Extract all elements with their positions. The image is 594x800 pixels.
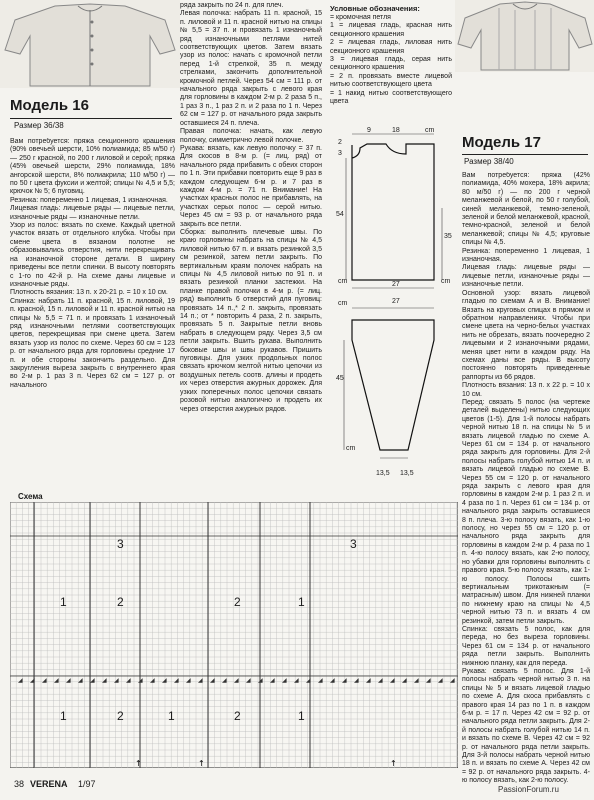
chart-arrow: ↑ xyxy=(390,759,397,768)
model16-size: Размер 36/38 xyxy=(14,121,64,130)
pattern-body-label: 9 xyxy=(367,127,371,134)
model17-title: Модель 17 xyxy=(462,134,541,151)
chart-arrow: ↑ xyxy=(198,759,205,768)
model16-title-rule xyxy=(10,118,172,119)
chart-eyelet-mark: ◢ xyxy=(126,677,131,684)
legend-item: 3 = лицевая гладь, серая нить секционного крашения xyxy=(330,56,452,72)
chart-number: 1 xyxy=(60,709,67,723)
chart-eyelet-mark: ◢ xyxy=(414,677,419,684)
chart-eyelet-mark: ◢ xyxy=(282,677,287,684)
chart-eyelet-mark: ◢ xyxy=(378,677,383,684)
chart-eyelet-mark: ◢ xyxy=(438,677,443,684)
legend-title: Условные обозначения: xyxy=(330,4,420,13)
pattern-sleeve-label: 27 xyxy=(392,298,400,305)
legend xyxy=(322,14,452,106)
model16-title: Модель 16 xyxy=(10,97,89,114)
pattern-body-label: cm xyxy=(425,127,435,134)
chart-eyelet-mark: ◢ xyxy=(366,677,371,684)
chart-eyelet-mark: ◢ xyxy=(66,677,71,684)
chart-eyelet-mark: ◢ xyxy=(78,677,83,684)
chart-eyelet-mark: ◢ xyxy=(258,677,263,684)
legend-item: = кромочная петля xyxy=(330,14,391,21)
pattern-body-label: 35 xyxy=(444,233,452,240)
issue: 1/97 xyxy=(78,779,96,789)
chart-eyelet-mark: ◢ xyxy=(342,677,347,684)
page-number: 38 xyxy=(14,779,25,789)
chart-eyelet-mark: ◢ xyxy=(186,677,191,684)
model16-text-col1: Вам потребуется: пряжа секционного крашения (90% овечьей шерсти, 10% полиамида; 85 м/50 г) — 250 г красной, по 200 г лиловой и серой; пряжа (45% овечьей шерсти, 29% полиамида, 18% ангорской шерсти, 8% полиакрила; 110 м/50 г) — по 50 г цвета фуксии и желтой; спицы № 4,5 и 5,5; крючок № 5; 6 пуговиц. Резинка: попеременно 1 лицевая, 1 изнаночная. Лицевая гладь: лицевые ряды — лицевые петли, изнаночные ряды — изнаночные петли. Узор из полос: вязать по схеме. Каждый цветной участок вязать от отдельного клубка. Чтобы при смене цвета в вязаном полотне не образовывались отверстия, нити перекрещивать на изнаночной стороне детали. В ширину приведены все петли спинки. В высоту повторять с 1-го по 42-й р. На схеме даны лицевые и изнаночные ряды. Плотность вязания: 13 п. x 20-21 р. = 10 х 10 см. Спинка: набрать 11 п. красной, 15 п. лиловой, 19 п. красной, 15 п. лиловой и 11 п. красной нитью на спицы № 5,5 = 71 п. и провязать 1 изнаночный ряд изнаночными петлями соответствующих цветов, перекрещивая при смене цвета. Затем вязать узор из полос по схеме. Через 60 см = 123 р. от начального ряда для горловины средние 17 п. и обе стороны закончить раздельно. Для закругления выреза закрыть с внутреннего края во 2-м р. 1 раз 3 п. Через 62 см = 127 р. от начального xyxy=(10,138,175,389)
chart-eyelet-mark: ◢ xyxy=(102,677,107,684)
chart-eyelet-mark: ◢ xyxy=(294,677,299,684)
chart-number: 3 xyxy=(350,537,357,551)
chart-eyelet-mark: ◢ xyxy=(174,677,179,684)
chart-eyelet-mark: ◢ xyxy=(354,677,359,684)
chart-eyelet-mark: ◢ xyxy=(222,677,227,684)
chart-title: Схема xyxy=(18,492,43,501)
model17-title-rule xyxy=(462,154,588,155)
chart-eyelet-mark: ◢ xyxy=(54,677,59,684)
pattern-sleeve xyxy=(322,300,452,480)
chart-eyelet-mark: ◢ xyxy=(114,677,119,684)
pattern-sleeve-label: 45 xyxy=(336,375,344,382)
chart-eyelet-mark: ◢ xyxy=(18,677,23,684)
chart-eyelet-mark: ◢ xyxy=(390,677,395,684)
chart-eyelet-mark: ◢ xyxy=(198,677,203,684)
chart-number: 1 xyxy=(168,709,175,723)
pattern-body-label: cm xyxy=(338,278,348,285)
chart-eyelet-mark: ◢ xyxy=(234,677,239,684)
chart-eyelet-mark: ◢ xyxy=(402,677,407,684)
model16-text-col2: ряда закрыть по 24 п. для плеч. Левая полочка: набрать 11 п. красной, 15 п. лиловой и 11 п. красной нитью на спицы № 5,5 = 37 п. и провязать 1 изнаночный ряд изнаночными петлями нитей соответствующих цветов. Затем вязать узор из полос: начать с кромочной петли перед 1-й стрелкой, 35 п. между стрелками, закончить дополнительной кромочной петлей. Через 54 см = 111 р. от начального ряда закрыть с левого края для горловины в каждом 2-м р. 2 раза 5 п., 1 раз 3 п., 1 раз 2 п. и 2 раза по 1 п. Через 62 см = 127 р. от начального ряда закрыть оставшиеся 24 п. плеча. Правая полочка: начать, как левую полочку, симметрично левой полочке. Рукава: вязать, как левую полочку = 37 п. Для скосов в 8-м р. (= лиц. ряд) от начального ряда прибавить с обеих сторон по 1 п. Эти прибавки повторить еще 9 раз в каждом следующем 6-м р. и 7 раз в каждом 4-м р. = 71 п. Внимание! На участках красных полос не прибавлять, на участках серых полос — серой нитью. Через 45 см = 93 р. от начального ряда закрыть все петли. Сборка: выполнить плечевые швы. По краю горловины набрать на спицы № 4,5 лиловой нитью 67 п. и вязать резинкой 3,5 см резинкой, затем петли закрыть. По вертикальным краям полочек набрать на спицы № 4,5 лиловой нитью по 91 п. и вязать резинкой планки застежки. На планке правой полочки в 4-м р. (= лиц. ряд) выполнить 6 отверстий для пуговиц: провязать 14 п.,* 2 п. закрыть, провязать 14 п.; от * повторить 4 раза, 2 п. закрыть, провязать 5 п. Закрытые петли вновь набрать в следующем ряду. Через 3,5 см петли закрыть. Вшить рукава. Выполнить боковые швы и швы рукавов. Пришить пуговицы. Для узких продольных полос связать крючком желтой нитью цепочки из воздушных петель соотв. длины и продеть их через отверстия ажурных дорожек. Для узких поперечных полос цепочки связать розовой нитью аналогично и продеть их через отверстия ажурных рядов. xyxy=(180,2,322,413)
chart-number: 2 xyxy=(234,595,241,609)
chart-eyelet-mark: ◢ xyxy=(150,677,155,684)
chart-number: 1 xyxy=(298,709,305,723)
chart-arrow: ↑ xyxy=(135,759,142,768)
chart-number: 1 xyxy=(298,595,305,609)
model16-photo xyxy=(0,0,180,88)
chart-eyelet-mark: ◢ xyxy=(90,677,95,684)
chart-eyelet-mark: ◢ xyxy=(306,677,311,684)
chart-eyelet-mark: ◢ xyxy=(330,677,335,684)
pattern-sleeve-label: cm xyxy=(346,445,356,452)
chart-eyelet-mark: ◢ xyxy=(42,677,47,684)
pattern-sleeve-label: 13,5 xyxy=(376,470,390,477)
knitting-chart xyxy=(10,502,458,768)
model17-photo xyxy=(455,0,594,72)
model17-text: Вам потребуется: пряжа (42% полиамида, 40% мохера, 18% акрила; 80 м/50 г) — по 200 г черной меланжевой и белой, по 50 г голубой, синей меланжевой, темно-зеленой, зеленой и белой меланжевой, красной, темно-красной, зеленой и белой меланжевой; спицы № 4,5; круговые спицы № 4,5. Резинка: попеременно 1 лицевая, 1 изнаночная. Лицевая гладь: лицевые ряды — лицевые петли, изнаночные ряды — изнаночные петли. Основной узор: вязать лицевой гладью по схемам А и В. Внимание! Вязать на круговых спицах в прямом и обратном направлениях. Чтобы при смене цвета на черно-белых участках нить не обрезать, вязать поочередно 2 лицевыми и 2 изнаночными рядами, меняя цвет нити в каждом ряду. На схемах даны все ряды. В высоту постоянно повторять приведенные раппорты из 66 рядов. Плотность вязания: 13 п. x 22 р. = 10 х 10 см. Перед: связать 5 полос (на чертеже деталей выделены) нитью следующих цветов (1-5). Для 1-й полосы набрать черной нитью 18 п. на спицы № 5 и вязать лицевой гладью по схеме А. Через 61 см = 134 р. от начального ряда закрыть для горловины. Для 2-й полосы набрать голубой нитью 14 п. и вязать лицевой гладью по схеме В. Через 55 см = 120 р. от начального ряда закрыть с левого края для горловины в каждом 2-м р. 1 раз 2 п. и 4 раза по 1 п. Через 61 см = 134 р. от начального ряда закрыть оставшиеся 8 п. плеча. 3-ю полосу вязать, как 1-ю полосу, но через 55 см = 120 р. от начального ряда закрыть для горловины в каждом 2-м р. 4 раза по 1 п. 4-ю полосу вязать, как 2-ю полосу, но убавки для горловины выполнить с правого края. 5-ю полосу вязать, как 1-ю полосу. Полосы сшить вертикальным трикотажным (= матрасным) швом. Для нижней планки по нижнему краю на спицы № 4,5 черной нитью 73 п. и вязать 4 см резинкой, затем петли закрыть. Спинка: связать 5 полос, как для переда, но без выреза горловины. Через 61 см = 134 р. от начального ряда петли закрыть. Выполнить нижнюю планку, как для переда. Рукава: связать 5 полос. Для 1-й полосы набрать черной нитью 3 п. на спицы № 5 и вязать лицевой гладью по схеме А. Для скоса прибавлять с правого края 14 раз по 1 п. в каждом 6-м р. = 17 п. Через 42 см = 92 р. от начального ряда петли закрыть. Для 2-й полосы набрать голубой нитью 14 п. и вязать по схеме В. Через 42 см = 92 р. от начального ряда петли закрыть. Для 3-й полосы набрать черной нитью 18 п. и вязать по схеме А. Через 42 см = 92 р. от начального ряда закрыть. 4-ю полосу вязать, как 2-ю полосу. xyxy=(462,172,590,785)
chart-eyelet-mark: ◢ xyxy=(426,677,431,684)
pattern-body-label: 18 xyxy=(392,127,400,134)
chart-eyelet-mark: ◢ xyxy=(246,677,251,684)
chart-number: 1 xyxy=(60,595,67,609)
pattern-sleeve-label: cm xyxy=(338,300,348,307)
chart-eyelet-mark: ◢ xyxy=(450,677,455,684)
legend-item: = 2 п. провязать вместе лицевой нитью соответствующего цвета xyxy=(330,72,452,89)
pattern-sleeve-label: 13,5 xyxy=(400,470,414,477)
chart-eyelet-mark: ◢ xyxy=(30,677,35,684)
chart-number: 3 xyxy=(117,537,124,551)
model17-size: Размер 38/40 xyxy=(464,157,514,166)
legend-item: 1 = лицевая гладь, красная нить секционного крашения xyxy=(330,22,452,38)
pattern-body-label: cm xyxy=(441,278,451,285)
pattern-body-label: 3 xyxy=(338,150,342,157)
magazine-name: VERENA xyxy=(30,779,68,789)
chart-number: 2 xyxy=(117,595,124,609)
pattern-body-label: 27 xyxy=(392,281,400,288)
chart-eyelet-mark: ◢ xyxy=(210,677,215,684)
chart-eyelet-mark: ◢ xyxy=(318,677,323,684)
chart-number: 2 xyxy=(117,709,124,723)
pattern-body-label: 54 xyxy=(336,211,344,218)
chart-number: 2 xyxy=(234,709,241,723)
chart-eyelet-mark: ◢ xyxy=(270,677,275,684)
chart-eyelet-mark: ◢ xyxy=(138,677,143,684)
pattern-body-label: 2 xyxy=(338,139,342,146)
chart-eyelet-mark: ◢ xyxy=(162,677,167,684)
legend-item: = 1 накид нитью соответствующего цвета xyxy=(330,89,452,106)
legend-item: 2 = лицевая гладь, лиловая нить секционного крашения xyxy=(330,39,452,55)
watermark: PassionForum.ru xyxy=(498,785,559,794)
